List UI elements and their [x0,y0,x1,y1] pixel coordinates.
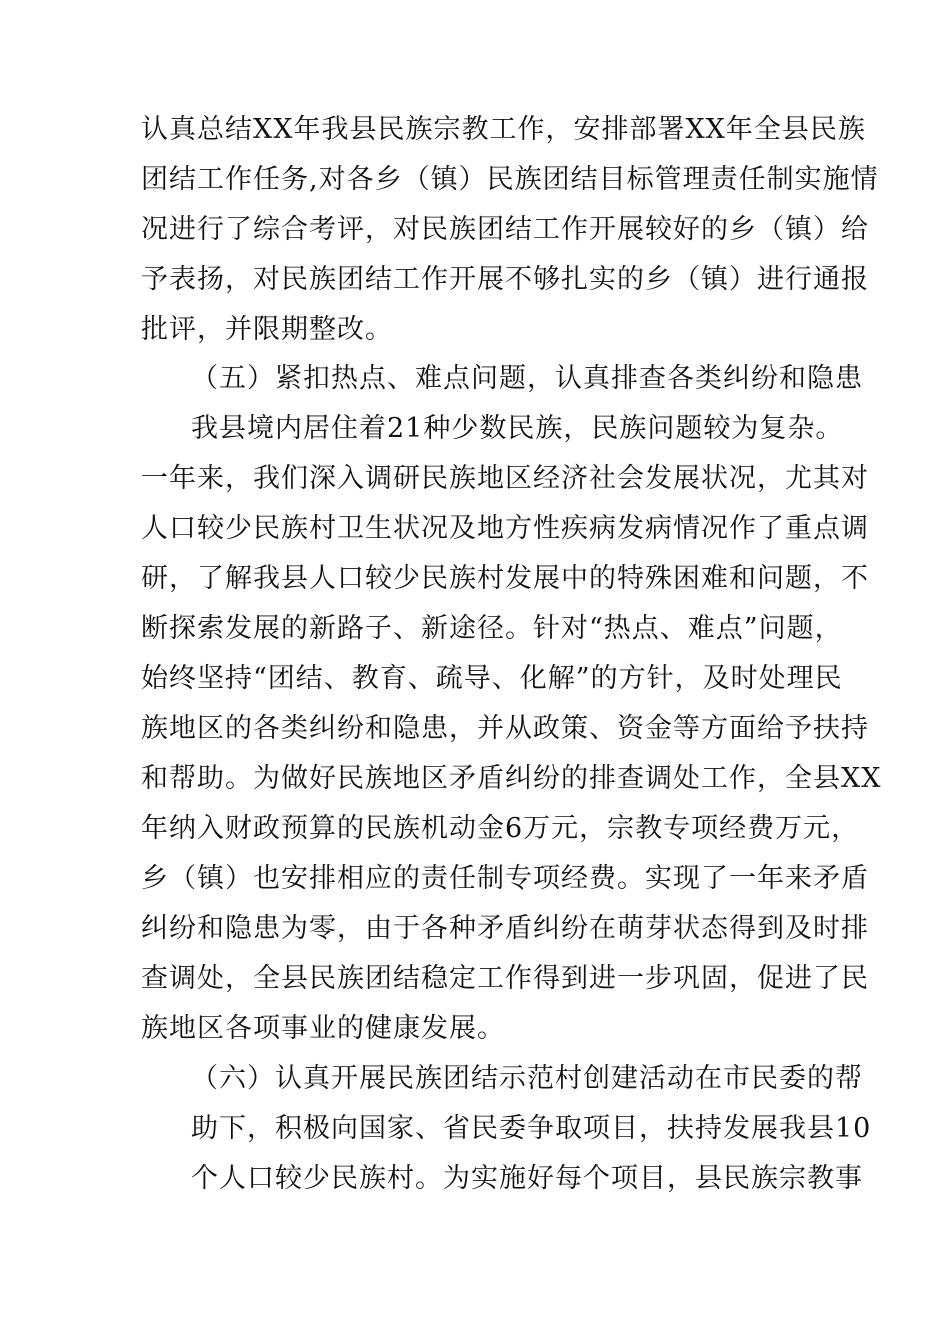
paragraph-line: 年纳入财政预算的民族机动金6万元，宗教专项经费万元， [141,813,860,844]
paragraph-line: 和帮助。为做好民族地区矛盾纠纷的排查调处工作，全县XX [141,763,882,794]
paragraph-line: 况进行了综合考评，对民族团结工作开展较好的乡（镇）给 [141,214,869,245]
paragraph-line: 纠纷和隐患为零，由于各种矛盾纠纷在萌芽状态得到及时排 [141,913,869,944]
paragraph-line: 一年来，我们深入调研民族地区经济社会发展状况，尤其对 [141,463,869,494]
section-heading: （五）紧扣热点、难点问题，认真排查各类纠纷和隐患 [191,363,863,394]
paragraph-line: 予表扬，对民族团结工作开展不够扎实的乡（镇）进行通报 [141,264,869,295]
section-heading: （六）认真开展民族团结示范村创建活动在市民委的帮 [191,1063,863,1094]
paragraph-line: 始终坚持“团结、教育、疏导、化解”的方针，及时处理民 [141,663,843,694]
paragraph-line: 研，了解我县人口较少民族村发展中的特殊困难和问题，不 [141,563,869,594]
paragraph-line: 族地区的各类纠纷和隐患，并从政策、资金等方面给予扶持 [141,713,869,744]
paragraph-line: 查调处，全县民族团结稳定工作得到进一步巩固，促进了民 [141,963,869,994]
paragraph-line: 人口较少民族村卫生状况及地方性疾病发病情况作了重点调 [141,513,869,544]
paragraph-line: 我县境内居住着21种少数民族，民族问题较为复杂。 [191,413,844,444]
paragraph-line: 断探索发展的新路子、新途径。针对“热点、难点”问题， [141,613,843,644]
paragraph-line: 个人口较少民族村。为实施好每个项目，县民族宗教事 [191,1163,863,1194]
paragraph-line: 团结工作任务,对各乡（镇）民族团结目标管理责任制实施情 [141,164,879,195]
paragraph-line: 批评，并限期整改。 [141,314,393,345]
paragraph-line: 乡（镇）也安排相应的责任制专项经费。实现了一年来矛盾 [141,863,869,894]
paragraph-line: 认真总结XX年我县民族宗教工作，安排部署XX年全县民族 [141,114,866,145]
paragraph-line: 族地区各项事业的健康发展。 [141,1013,505,1044]
paragraph-line: 助下，积极向国家、省民委争取项目，扶持发展我县10 [191,1113,872,1144]
